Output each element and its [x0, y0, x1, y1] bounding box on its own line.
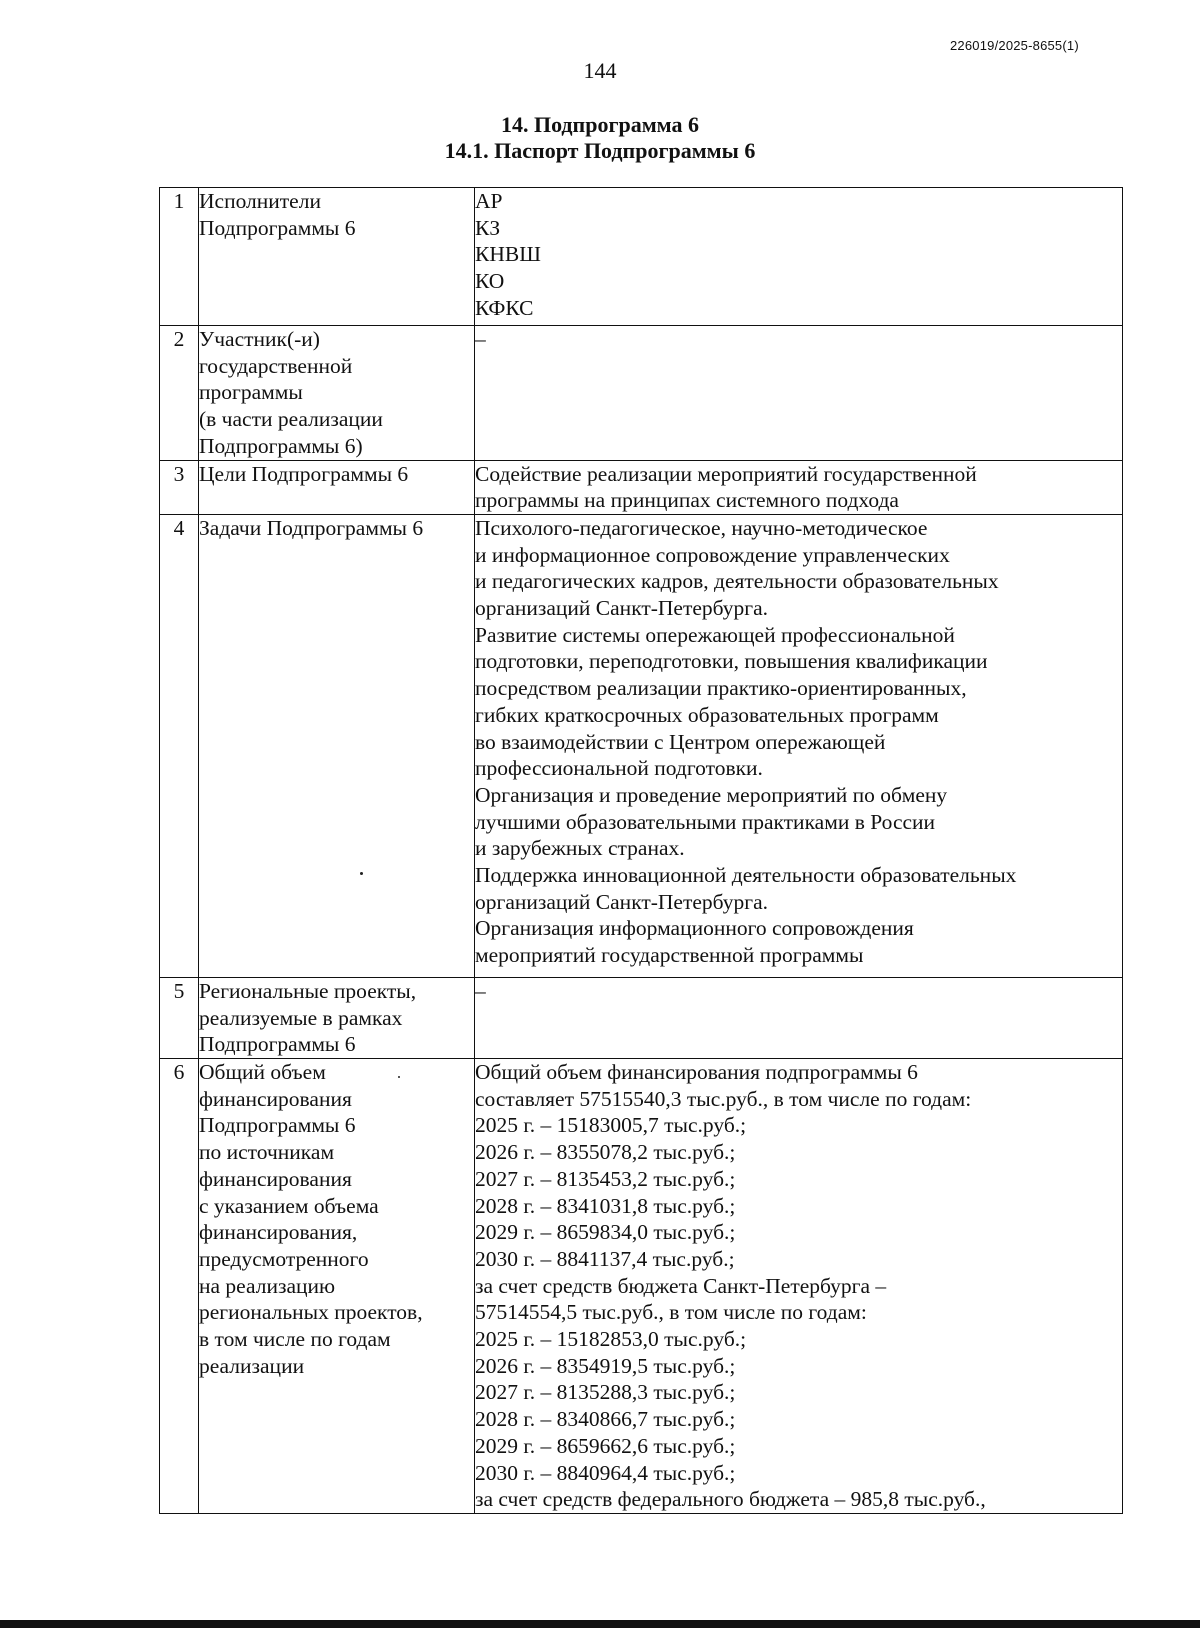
section-subtitle: 14.1. Паспорт Подпрограммы 6: [444, 138, 756, 163]
value-line: организаций Санкт-Петербурга.: [475, 596, 769, 621]
row-number: 2: [160, 326, 199, 461]
value-line: составляет 57515540,3 тыс.руб., в том числе по годам:: [475, 1086, 972, 1111]
value-line: КФКС: [475, 295, 534, 320]
value-line: 2026 г. – 8355078,2 тыс.руб.;: [475, 1140, 736, 1165]
table-row: [160, 326, 1123, 461]
value-line: 2027 г. – 8135453,2 тыс.руб.;: [475, 1166, 736, 1191]
value-line: Содействие реализации мероприятий государственной: [475, 461, 977, 486]
value-line: 57514554,5 тыс.руб., в том числе по годам:: [475, 1300, 867, 1325]
table-row: [160, 514, 1123, 977]
row-number: 3: [160, 460, 199, 514]
label-line: региональных проектов,: [199, 1300, 423, 1325]
value-line: 2029 г. – 8659662,6 тыс.руб.;: [475, 1433, 736, 1458]
table-row: [160, 977, 1123, 1058]
label-line: в том числе по годам: [199, 1327, 391, 1352]
passport-table: [159, 187, 1123, 1514]
value-line: за счет средств федерального бюджета – 985,8 тыс.руб.,: [475, 1487, 986, 1512]
row-value: [475, 977, 1123, 1058]
label-line: реализации: [199, 1353, 305, 1378]
document-id: 226019/2025-8655(1): [950, 38, 1079, 53]
row-number: 6: [160, 1059, 199, 1514]
row-label: [199, 1059, 475, 1514]
row-label: [199, 188, 475, 326]
value-line: и информационное сопровождение управленческих: [475, 542, 950, 567]
value-line: –: [475, 978, 486, 1003]
value-line: и педагогических кадров, деятельности образовательных: [475, 569, 999, 594]
row-label: [199, 514, 475, 977]
label-line: программы: [199, 380, 303, 405]
row-value: [475, 326, 1123, 461]
row-number: 1: [160, 188, 199, 326]
label-line: государственной: [199, 353, 353, 378]
value-line: 2030 г. – 8841137,4 тыс.руб.;: [475, 1246, 735, 1271]
value-line: Организация информационного сопровождения: [475, 916, 914, 941]
value-line: за счет средств бюджета Санкт-Петербурга –: [475, 1273, 887, 1298]
label-line: на реализацию: [199, 1273, 336, 1298]
value-line: во взаимодействии с Центром опережающей: [475, 729, 886, 754]
label-line: Цели Подпрограммы 6: [199, 461, 409, 486]
value-line: Организация и проведение мероприятий по обмену: [475, 782, 948, 807]
value-line: 2028 г. – 8341031,8 тыс.руб.;: [475, 1193, 736, 1218]
value-line: АР: [475, 189, 503, 213]
label-line: Исполнители: [199, 189, 321, 213]
table-row: [160, 1059, 1123, 1514]
value-line: КО: [475, 269, 505, 294]
section-title: 14. Подпрограмма 6: [500, 112, 700, 137]
table-row: [160, 188, 1123, 326]
scan-speck: [360, 872, 363, 875]
row-value: [475, 188, 1123, 326]
row-label: [199, 977, 475, 1058]
label-line: финансирования,: [199, 1220, 358, 1245]
value-line: лучшими образовательными практиками в России: [475, 809, 936, 834]
label-line: реализуемые в рамках: [199, 1005, 403, 1030]
value-line: 2027 г. – 8135288,3 тыс.руб.;: [475, 1380, 736, 1405]
label-line: Задачи Подпрограммы 6: [199, 515, 424, 540]
scan-edge-bar: [0, 1620, 1200, 1628]
value-line: 2025 г. – 15182853,0 тыс.руб.;: [475, 1327, 747, 1352]
label-line: Общий объем: [199, 1060, 326, 1085]
value-line: профессиональной подготовки.: [475, 756, 763, 781]
value-line: программы на принципах системного подхода: [475, 488, 899, 513]
label-line: предусмотренного: [199, 1246, 369, 1271]
row-value: [475, 1059, 1123, 1514]
value-line: Развитие системы опережающей профессиональной: [475, 622, 955, 647]
value-line: КНВШ: [475, 242, 541, 267]
label-line: финансирования: [199, 1166, 352, 1191]
value-line: 2029 г. – 8659834,0 тыс.руб.;: [475, 1220, 736, 1245]
scan-speck: [398, 1076, 400, 1078]
row-label: [199, 460, 475, 514]
label-line: финансирования: [199, 1086, 352, 1111]
label-line: по источникам: [199, 1140, 335, 1165]
value-line: 2030 г. – 8840964,4 тыс.руб.;: [475, 1460, 736, 1485]
label-line: Подпрограммы 6: [199, 215, 356, 240]
value-line: –: [475, 327, 486, 351]
row-label: [199, 326, 475, 461]
page-number: 144: [583, 58, 617, 83]
label-line: (в части реализации: [199, 407, 383, 432]
row-value: [475, 460, 1123, 514]
label-line: Подпрограммы 6): [199, 433, 363, 458]
row-number: 5: [160, 977, 199, 1058]
value-line: организаций Санкт-Петербурга.: [475, 889, 769, 914]
value-line: Общий объем финансирования подпрограммы 6: [475, 1060, 918, 1085]
value-line: 2026 г. – 8354919,5 тыс.руб.;: [475, 1353, 736, 1378]
label-line: Региональные проекты,: [199, 978, 417, 1003]
value-line: 2028 г. – 8340866,7 тыс.руб.;: [475, 1407, 736, 1432]
label-line: Подпрограммы 6: [199, 1032, 356, 1057]
value-line: Поддержка инновационной деятельности образовательных: [475, 863, 1017, 888]
value-line: КЗ: [475, 215, 501, 240]
value-line: подготовки, переподготовки, повышения квалификации: [475, 649, 988, 674]
label-line: с указанием объема: [199, 1193, 379, 1218]
row-value: [475, 514, 1123, 977]
row-number: 4: [160, 514, 199, 977]
table-row: [160, 460, 1123, 514]
value-line: и зарубежных странах.: [475, 836, 685, 861]
value-line: посредством реализации практико-ориентированных,: [475, 676, 967, 701]
value-line: гибких краткосрочных образовательных программ: [475, 702, 939, 727]
value-line: мероприятий государственной программы: [475, 943, 864, 968]
value-line: Психолого-педагогическое, научно-методическое: [475, 515, 928, 540]
label-line: Подпрограммы 6: [199, 1113, 356, 1138]
value-line: 2025 г. – 15183005,7 тыс.руб.;: [475, 1113, 747, 1138]
label-line: Участник(-и): [199, 327, 320, 351]
